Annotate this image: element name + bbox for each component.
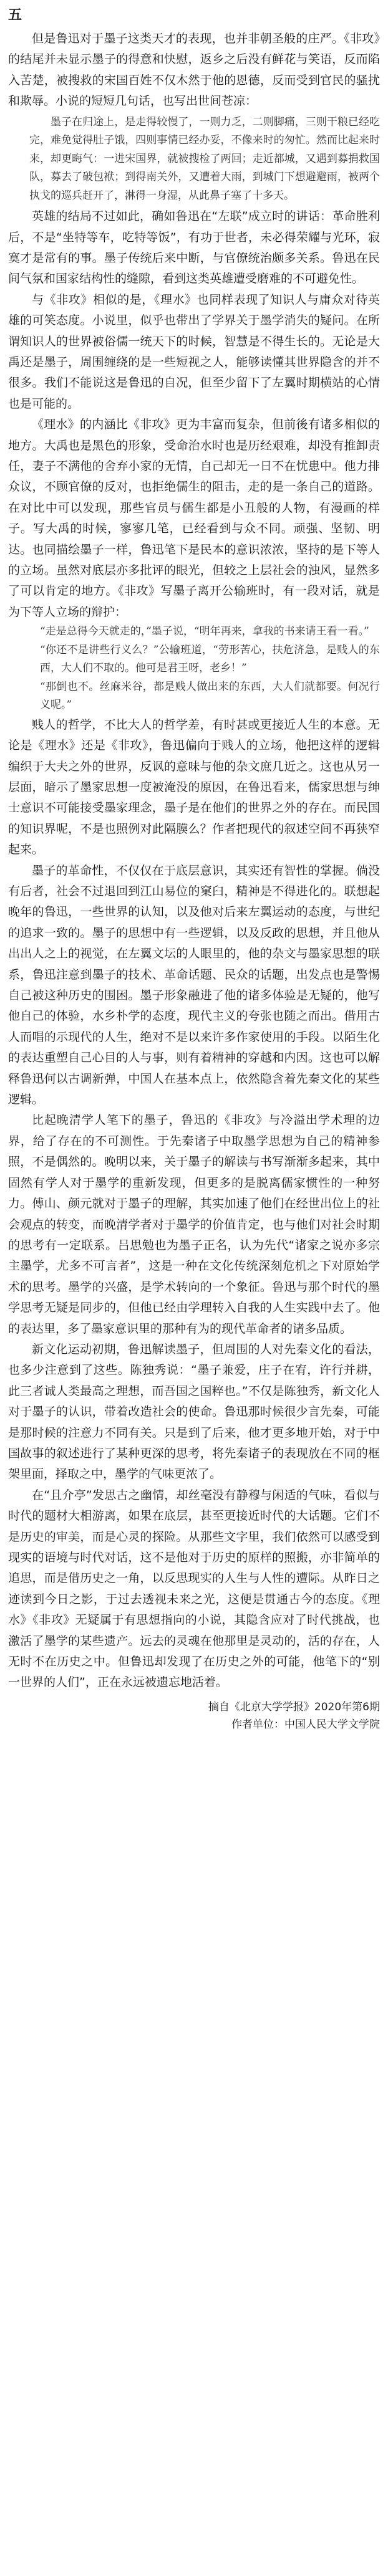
dialogue-quote: “那倒也不。丝麻米谷，都是贱人做出来的东西，大人们就都要。何况行义呢。” — [40, 680, 380, 712]
source-note — [8, 1698, 380, 1733]
paragraph: 在“且介亭”发思古之幽情，却丝毫没有静穆与闲适的气味，看似与时代的题材大相游离，如果在底层，甚至更接近时代的大话题。它们不是历史的审美，而是心灵的探险。从那些文字里，我们依然可以感受到现实的语境与时代对话，这不是他对于历史的原样的照搬，亦非简单的追思，而是借历史之一角，以反思现实的人生与人性的遭际。从昨日之迹读到今日之影，于过去透视未来之光，这便是贯通古今的态度。《理水》《非攻》无疑属于有思想指向的小说，其隐含应对了时代挑战，也激活了墨学的某些遗产。远去的灵魂在他那里是灵动的，活的存在，人无时不在历史之中。但鲁迅却发现了在历史之外的可能，他笔下的“别一世界的人们”，正在永远被遗忘地活着。 — [8, 1488, 380, 1690]
section-heading: 五 — [8, 7, 22, 23]
dialogue-quote: “你还不是讲些行义么？”公输班道，“劳形苦心，扶危济急，是贱人的东西，大人们不取的。他可是君王呀，老乡！” — [40, 643, 380, 675]
block-quote: 墨子在归途上，是走得较慢了，一则力乏，二则脚痛，三则干粮已经吃完，难免觉得肚子饿，四则事情已经办妥，不像来时的匆忙。然而比起来时来，却更晦气：一进宋国界，就被搜检了两回；走近都城，又遇到募捐救国队，募去了破包袱；到得南关外，又遭着大雨，到城门下想避避雨，被两个执戈的巡兵赶开了，淋得一身湿，从此鼻子塞了十多天。 — [29, 115, 380, 202]
source-citation: 摘自《北京大学学报》2020年第6期 — [208, 1700, 380, 1713]
paragraph: 《理水》的内涵比《非攻》更为丰富而复杂，但前後有诸多相似的地方。大禹也是黑色的形象，受命治水时也是历经艰难，却没有推卸责任，妻子不满他的舍弃小家的无情，自己却无一日不在忧患中。他力排众议，不顾官僚的反对，也拒绝儒生的阻击，走的是一条自己的道路。在对比中可以发现，那些官员与儒生都是小丑般的人物，有漫画的样子。写大禹的时候，寥寥几笔，已经看到与众不同。顽强、坚韧、明达。也同描绘墨子一样，鲁迅笔下是民本的意识浓浓，坚持的是下等人的立场。虽然对底层亦多批评的眼光，但较之上层社会的浊风，显然多了可以肯定的地方。《非攻》写墨子离开公输班时，有一段对话，就是为下等人立场的辩护： — [8, 418, 380, 619]
paragraph: 与《非攻》相似的是，《理水》也同样表现了知识人与庸众对待英雄的可笑态度。小说里，似乎也带出了学界关于墨学消失的疑问。在所谓知识人的世界被俗儒一统天下的时候，智慧是不得生长的。无论是大禹还是墨子，周围缠绕的是一些短视之人，能够读懂其世界隐含的并不很多。我们不能说这是鲁迅的自况，但至少留下了左翼时期横站的心情也是可能的。 — [8, 292, 380, 411]
paragraph: 比起晚清学人笔下的墨子，鲁迅的《非攻》与冷溢出学术理的边界，给了存在的不可测性。于先秦诸子中取墨学思想为自己的精神参照，不是偶然的。晚明以来，关于墨子的解读与书写渐渐多起来，其中固然有学人对于墨学的重新发现，但更多的是脱离儒家惯性的一种努力。傅山、颜元就对于墨子的理解，其实加速了他们在经世出位上的社会观点的转变，而晚清学者对于墨学的价值肯定，也与他们对社会时期的思考有一定联系。吕思勉也为墨子正名，认为先代“诸家之说亦多宗主墨学，尤多不可言者”，这是一种在文化传统深刻危机之下对原始学术的思考。墨学的兴盛，是学术转向的一个象征。鲁迅与那个时代的墨学思考无疑是同步的，但他已经由学理转入自我的人生实践中去了。他的表达里，多了墨家意识里的那种有为的现代革命者的诸多品质。 — [8, 1113, 380, 1336]
paragraph: 贱人的哲学，不比大人的哲学差，有时甚或更接近人生的本意。无论是《理水》还是《非攻》，鲁迅偏向于贱人的立场，他把这样的逻辑编织于大夫之外的世界，反讽的意味与他的杂文庶几近之。这也从另一层面，暗示了墨家思想一度被淹没的原因，在鲁迅看来，儒家思想与绅士意识不可能接受墨家理念，墨子是在他们的世界之外的存在。而民国的知识界呢，不是也照例对此隔膜么？作者把现代的叙述空间不再狭窄起来。 — [8, 717, 380, 857]
paragraph: 但是鲁迅对于墨子这类天才的表现，也并非朝圣般的庄严。《非攻》的结尾并未显示墨子的得意和快慰，返乡之后没有鲜花与笑语，反而陷入苦楚，被搜救的宋国百姓不仅木然于他的恩德，反而受到官民的骚扰和欺辱。小说的短短几句话，也写出世间苍凉： — [8, 32, 380, 108]
paragraph: 墨子的革命性，不仅仅在于底层意识，其实还有智性的掌握。倘没有后者，社会不过退回到江山易位的窠臼，精神是不得进化的。联想起晚年的鲁迅，一些世界的认知，以及他对后来左翼运动的态度，与世纪的追求一致的。墨子的思想中有一些逻辑，以及反政的思想，并且他从出出人之上的视觉，在左翼文坛的人眼里的，他的杂文与墨家思想的联系，鲁迅注意到墨子的技术、革命话题、民众的话题，出发点也是警惕自己被这种历史的围困。墨子形象融进了他的诸多体验是无疑的，他写他自己的体验，水乡朴学的态度，现代主义的夸张也随之而出。借用古人而唱的示现代的人生，绝对不是以来许多作家使用的手段。以陌生化的表达重塑自己心目的人与事，则有着精神的穿越和内因。这也可以解释鲁迅何以古调新弹，中国人在基本点上，依然隐含着先秦文化的某些逻辑。 — [8, 863, 380, 1107]
dialogue-quote: “走是总得今天就走的，”墨子说，“明年再来，拿我的书来请王看一看。” — [40, 625, 369, 638]
paragraph: 新文化运动初期，鲁迅解读墨子，但周围的人对先秦文化的看法，也多少注意到了这些。陈独秀说：“墨子兼爱，庄子在宥，许行并耕，此三者诚人类最高之理想，而吾国之国粹也。”不仅是陈独秀，新文化人对于墨子的认识，带着改造社会的使命。鲁迅那时候很少言先秦，可能是那时候的注意力不同有关。只是到了后来，他才更多地开始，对于中国故事的叙述进行了某种更深的思考，将先秦诸子的表现放在不同的框架里面，择取之中，墨学的气味更浓了。 — [8, 1342, 380, 1482]
paragraph: 英雄的结局不过如此，确如鲁迅在“左联”成立时的讲话：革命胜利后，不是“坐特等车，吃特等饭”，有功于世者，未必得荣耀与光环，寂寞才是常有的事。墨子传统后来中断，与官僚统治颇多关系。鲁迅在民间气氛和国家结构性的缝隙，看到这类英雄遭受磨难的不可避免性。 — [8, 209, 380, 286]
author-affiliation: 作者单位：中国人民大学文学院 — [231, 1718, 380, 1731]
